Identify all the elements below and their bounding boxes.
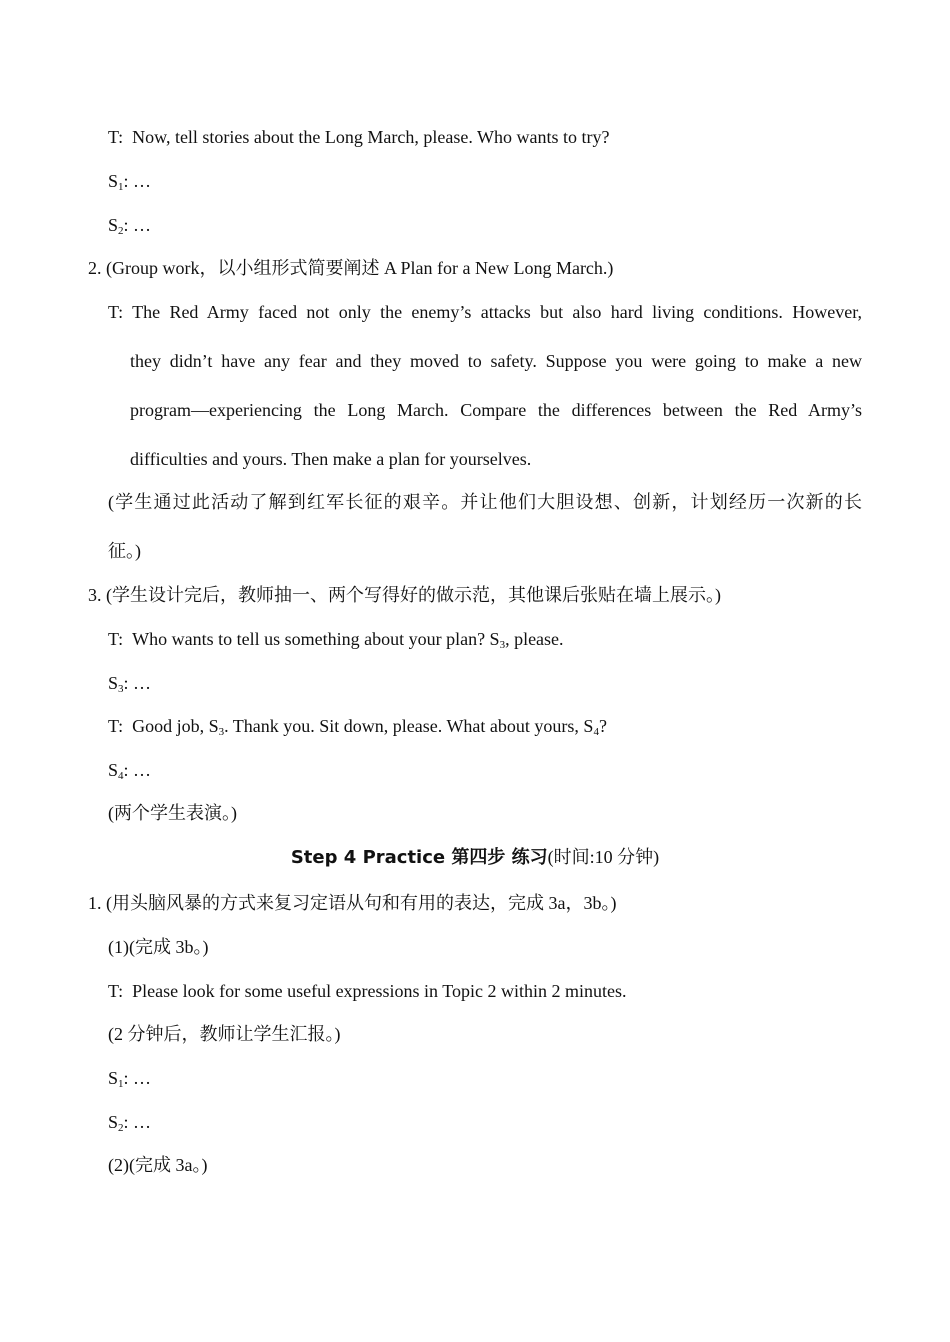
speaker-subscript: 3 [118, 683, 124, 695]
speaker-label: S [108, 1068, 119, 1088]
speaker-label: S [108, 673, 119, 693]
speaker-subscript: 2 [118, 225, 124, 237]
note-line: (两个学生表演。) [108, 803, 237, 823]
dialogue-text: , please. [505, 629, 564, 649]
dialogue-line-student [108, 1110, 151, 1134]
teacher-paragraph-line: T: The Red Army faced not only the enemy’s attacks but also hard living conditions. However, [108, 302, 862, 322]
dialogue-text: : … [123, 171, 152, 191]
note-line: (学生通过此活动了解到红军长征的艰辛。并让他们大胆设想、创新，计划经历一次新的长 [108, 492, 862, 512]
dialogue-text: : … [123, 760, 152, 780]
dialogue-line-student [108, 671, 151, 695]
dialogue-text: Who wants to tell us something about your plan? S [132, 629, 500, 649]
speaker-subscript: 4 [118, 770, 124, 782]
dialogue-line-student [108, 758, 151, 782]
dialogue-text: : … [123, 215, 152, 235]
step-heading [0, 845, 950, 870]
speaker-subscript: 3 [499, 639, 506, 651]
speaker-label: T: [108, 716, 124, 736]
activity-item-1: 1. (用头脑风暴的方式来复习定语从句和有用的表达，完成 3a，3b。) [88, 893, 617, 913]
speaker-subscript: 1 [118, 1078, 124, 1090]
teacher-paragraph-line: difficulties and yours. Then make a plan for yourselves. [130, 449, 532, 469]
speaker-subscript: 3 [218, 726, 225, 738]
speaker-label: T: [108, 981, 124, 1001]
step-title: Step 4 Practice 第四步 练习 [290, 847, 548, 868]
dialogue-line-teacher [108, 714, 607, 738]
speaker-label: S [108, 171, 119, 191]
dialogue-text: : … [123, 673, 152, 693]
dialogue-line-student [108, 169, 151, 193]
sub-item: (1)(完成 3b。) [108, 937, 209, 957]
teacher-paragraph-line: program—experiencing the Long March. Compare the differences between the Red Army’s [130, 400, 862, 420]
speaker-label: S [108, 215, 119, 235]
note-line: (2 分钟后，教师让学生汇报。) [108, 1024, 341, 1044]
dialogue-text: : … [123, 1068, 152, 1088]
sub-item: (2)(完成 3a。) [108, 1155, 208, 1175]
dialogue-line-student [108, 213, 151, 237]
dialogue-text: : … [123, 1112, 152, 1132]
speaker-subscript: 2 [118, 1122, 124, 1134]
speaker-label: S [108, 760, 119, 780]
speaker-label: T: [108, 127, 124, 147]
dialogue-line-teacher [108, 125, 610, 149]
dialogue-line-student [108, 1066, 151, 1090]
speaker-label: S [108, 1112, 119, 1132]
dialogue-text: Good job, S [132, 716, 219, 736]
activity-item-2: 2. (Group work，以小组形式简要阐述 A Plan for a New Long March.) [88, 258, 614, 278]
dialogue-text: Please look for some useful expressions in Topic 2 within 2 minutes. [132, 981, 627, 1001]
teacher-paragraph-line: they didn’t have any fear and they moved to safety. Suppose you were going to make a new [130, 351, 862, 371]
dialogue-text: . Thank you. Sit down, please. What about yours, S [224, 716, 594, 736]
dialogue-line-teacher [108, 979, 626, 1003]
activity-item-3: 3. (学生设计完后，教师抽一、两个写得好的做示范，其他课后张贴在墙上展示。) [88, 585, 721, 605]
speaker-subscript: 4 [593, 726, 599, 738]
note-line: 征。) [108, 541, 141, 561]
speaker-label: T: [108, 629, 124, 649]
dialogue-text: ? [598, 716, 607, 736]
speaker-subscript: 1 [118, 181, 124, 193]
step-duration: (时间:10 分钟) [547, 847, 660, 867]
dialogue-text: Now, tell stories about the Long March, please. Who wants to try? [132, 127, 610, 147]
dialogue-line-teacher [108, 627, 564, 651]
